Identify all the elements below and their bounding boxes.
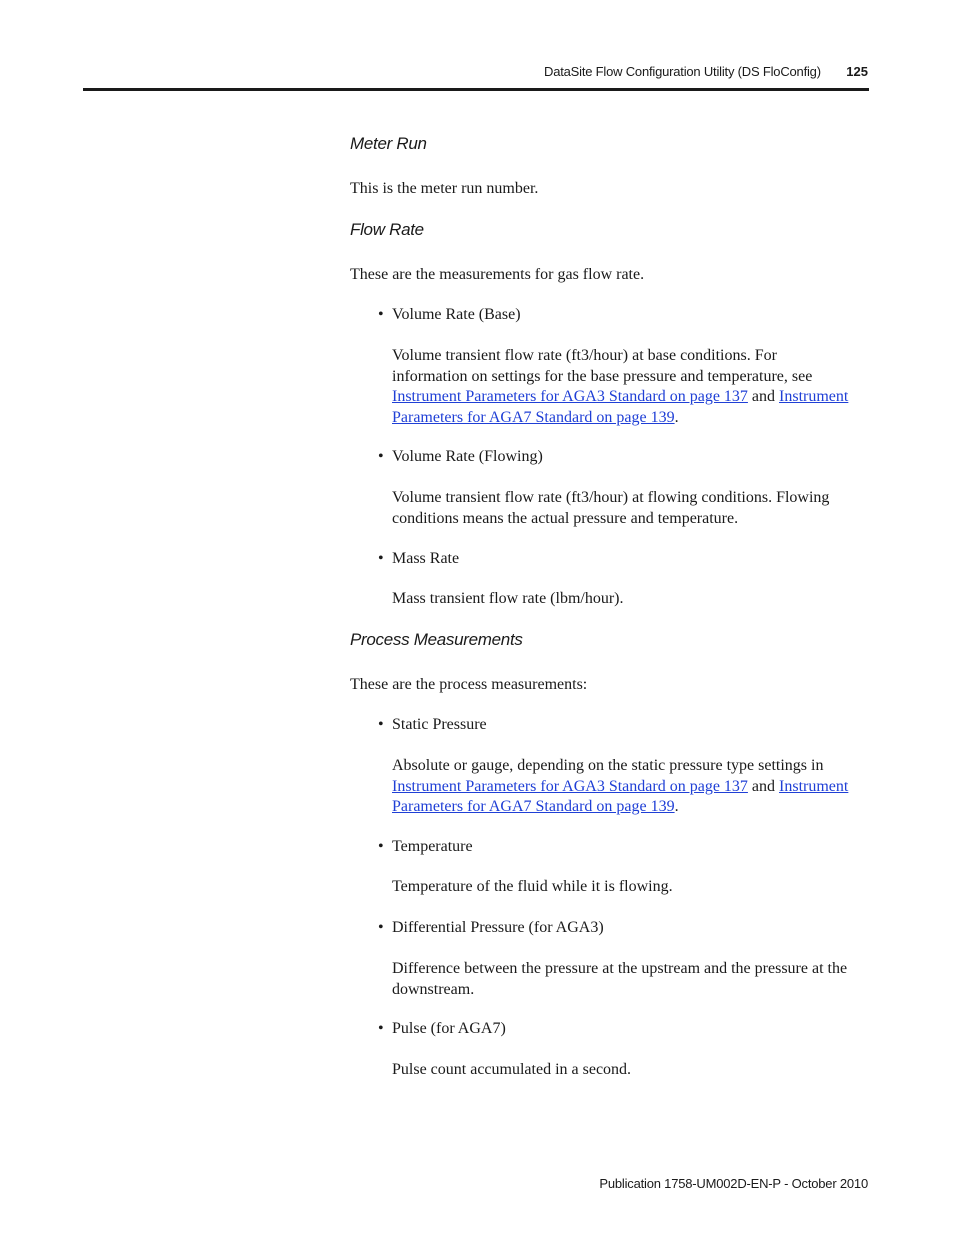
flow-rate-intro: These are the measurements for gas flow rate. [350,266,645,283]
bullet-dot: • [378,919,384,936]
desc-static-pressure [392,756,870,818]
bullet-label: Static Pressure [392,716,487,733]
bullet-temperature [378,837,473,858]
bullet-label: Pulse (for AGA7) [392,1020,506,1037]
desc-line: Mass transient flow rate (lbm/hour). [392,590,624,607]
desc-line-links [392,387,870,408]
bullet-dot: • [378,1020,384,1037]
bullet-dot: • [378,838,384,855]
bullet-label: Volume Rate (Base) [392,306,521,323]
bullet-dot: • [378,448,384,465]
link-aga7-instrument-parameters-part1[interactable]: Instrument [779,388,849,405]
desc-line: Pulse count accumulated in a second. [392,1061,632,1078]
bullet-static-pressure [378,715,487,736]
bullet-label: Mass Rate [392,550,460,567]
desc-line-links [392,777,870,798]
heading-meter-run: Meter Run [350,134,427,153]
desc-differential-pressure [392,959,870,1000]
meter-run-intro: This is the meter run number. [350,180,539,197]
desc-line: Temperature of the fluid while it is flowing. [392,878,673,895]
desc-end-period: . [674,408,679,426]
desc-end-period: . [674,798,679,815]
desc-volume-rate-base [392,346,870,428]
publication-footer: Publication 1758-UM002D-EN-P - October 2010 [599,1176,868,1191]
bullet-label: Volume Rate (Flowing) [392,448,543,465]
bullet-dot: • [378,550,384,567]
desc-temperature [392,877,870,898]
header-rule [83,88,869,91]
bullet-label: Differential Pressure (for AGA3) [392,919,604,936]
link-aga7-instrument-parameters-part2[interactable]: Parameters for AGA7 Standard on page 139 [392,798,675,815]
link-aga3-instrument-parameters[interactable]: Instrument Parameters for AGA3 Standard on page 137 [392,777,748,795]
heading-process-measurements: Process Measurements [350,630,523,649]
desc-line: downstream. [392,980,475,998]
page-number: 125 [846,64,868,79]
link-aga3-instrument-parameters[interactable]: Instrument Parameters for AGA3 Standard on page 137 [392,388,748,405]
link-joiner: and [751,777,776,795]
link-aga7-instrument-parameters-part1[interactable]: Instrument [779,777,849,795]
bullet-dot: • [378,716,384,733]
link-joiner: and [751,388,776,405]
desc-line-links-cont [392,797,870,818]
bullet-differential-pressure [378,918,604,939]
bullet-pulse [378,1019,506,1040]
desc-line: information on settings for the base pressure and temperature, see [392,367,813,385]
link-aga7-instrument-parameters-part2[interactable]: Parameters for AGA7 Standard on page 139 [392,408,675,426]
desc-line: Difference between the pressure at the upstream and the pressure at the [392,960,848,977]
bullet-dot: • [378,306,384,323]
desc-line-links-cont [392,408,870,429]
desc-volume-rate-flowing [392,488,870,529]
bullet-volume-rate-base [378,305,521,326]
heading-flow-rate: Flow Rate [350,220,424,239]
desc-pulse [392,1060,870,1081]
bullet-volume-rate-flowing [378,447,543,468]
desc-mass-rate [392,589,870,610]
desc-line: Volume transient flow rate (ft3/hour) at flowing conditions. Flowing [392,489,830,506]
bullet-mass-rate [378,549,459,570]
desc-line: conditions means the actual pressure and temperature. [392,509,739,527]
desc-line: Absolute or gauge, depending on the static pressure type settings in [392,757,824,774]
process-measurements-intro: These are the process measurements: [350,676,588,693]
bullet-label: Temperature [392,838,473,855]
desc-line: Volume transient flow rate (ft3/hour) at base conditions. For [392,347,777,364]
running-header-title: DataSite Flow Configuration Utility (DS FloConfig) [544,64,821,79]
